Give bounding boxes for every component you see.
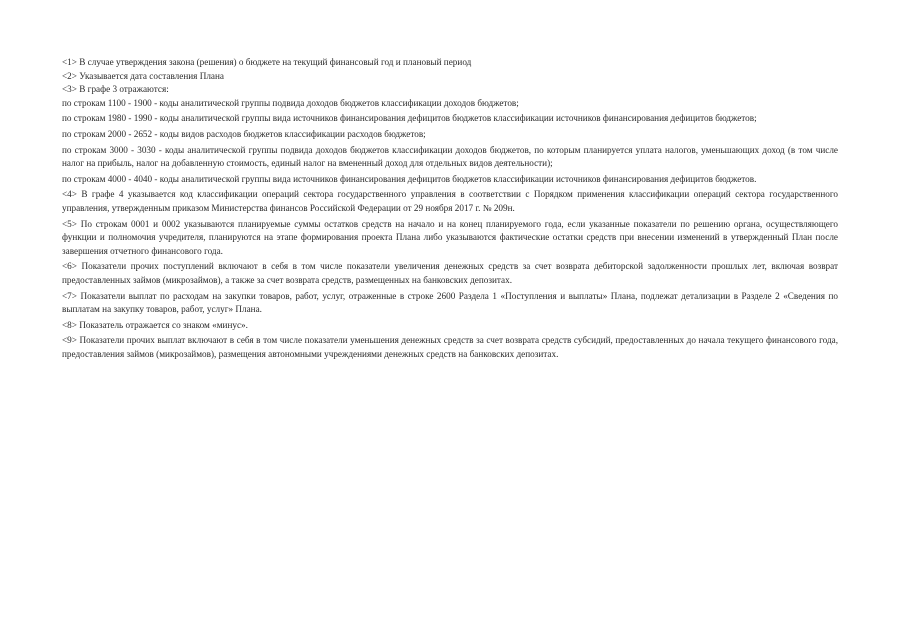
footnote-8: <8> Показатель отражается со знаком «минус».	[62, 319, 248, 330]
footnote-3-row-2000-2652: по строкам 2000 - 2652 - коды видов расходов бюджетов классификации расходов бюджетов;	[62, 128, 426, 139]
footnote-5: <5> По строкам 0001 и 0002 указываются планируемые суммы остатков средств на начало и на конец планируемого года, если указанные показатели по решению органа, осуществляющего функции и полномочия учредителя, планируются на этапе формирования проекта Плана либо указываются фактические остатки средств при внесении изменений в утвержденный План после завершения отчетного финансового года.	[62, 218, 838, 256]
footnote-1: <1> В случае утверждения закона (решения) о бюджете на текущий финансовый год и плановый период	[62, 57, 472, 67]
footnote-4: <4> В графе 4 указывается код классификации операций сектора государственного управления в соответствии с Порядком применения классификации операций сектора государственного управления, утвержденным приказом Министерства финансов Российской Федерации от 29 ноября 2017 г. № 209н.	[62, 189, 838, 213]
footnote-3: <3> В графе 3 отражаются:	[62, 84, 169, 95]
footnote-3-row-3000-3030: по строкам 3000 - 3030 - коды аналитической группы подвида доходов бюджетов классификации доходов бюджетов, по которым планируется уплата налогов, уменьшающих доход (в том числе налог на прибыль, налог на добавленную стоимость, единый налог на вмененный доход для отдельных видов деятельности);	[62, 144, 838, 169]
footnote-6: <6> Показатели прочих поступлений включают в себя в том числе показатели увеличения денежных средств за счет возврата дебиторской задолженности прошлых лет, включая возврат предоставленных займов (микрозаймов), а также за счет возврата средств, размещенных на банковских депозитах.	[62, 261, 838, 285]
footnote-2: <2> Указывается дата составления Плана	[62, 70, 224, 81]
footnote-7: <7> Показатели выплат по расходам на закупки товаров, работ, услуг, отраженные в строке 2600 Раздела 1 «Поступления и выплаты» Плана, подлежат детализации в Разделе 2 «Сведения по выплатам на закупку товаров, работ, услуг» Плана.	[62, 290, 838, 315]
footnote-3-row-1980-1990: по строкам 1980 - 1990 - коды аналитической группы вида источников финансирования дефицитов бюджетов классификации источников финансирования дефицитов бюджетов;	[62, 113, 757, 124]
footnote-9: <9> Показатели прочих выплат включают в себя в том числе показатели уменьшения денежных средств за счет возврата средств субсидий, предоставленных до начала текущего финансового года, предоставления займов (микрозаймов), размещения автономными учреждениями денежных средств на банковских депозитах.	[62, 335, 838, 359]
footnotes-document	[62, 56, 838, 361]
footnote-3-row-1100-1900: по строкам 1100 - 1900 - коды аналитической группы подвида доходов бюджетов классификации доходов бюджетов;	[62, 97, 519, 108]
footnote-3-row-4000-4040: по строкам 4000 - 4040 - коды аналитической группы вида источников финансирования дефицитов бюджетов классификации источников финансирования дефицитов бюджетов.	[62, 173, 757, 184]
